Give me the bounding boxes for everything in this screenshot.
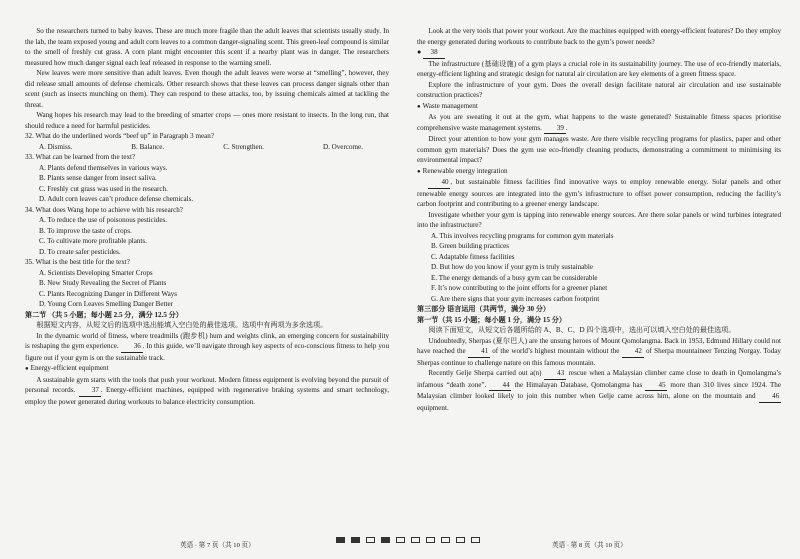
footer-page-7: 英语 · 第 7 页（共 10 页）	[180, 542, 255, 549]
choice-b: B. Green building practices	[431, 242, 510, 250]
passage-paragraph: Investigate whether your gym is tapping into renewable energy sources. Are there solar panels or wind turbines integrated into the infrastructure?	[417, 210, 781, 229]
option: D. Young Corn Leaves Smelling Danger Better	[39, 300, 173, 308]
gap-paragraph: As you are sweating it out at the gym, what happens to the waste generated? Sustainable fitness spaces prioritise comprehensive waste management systems. 39 .	[417, 112, 781, 134]
section-2-title: 第二节 （共 5 小题；每小题 2.5 分，满分 12.5 分）	[25, 310, 183, 319]
page-marker	[471, 537, 480, 543]
choice-e: E. The energy demands of a busy gym can be considerable	[431, 273, 598, 282]
choice-c: C. Adaptable fitness facilities	[431, 252, 515, 261]
page-marker	[396, 537, 405, 543]
blank-42: 42	[622, 346, 644, 358]
choice-g: G. Are there signs that your gym increases carbon footprint	[431, 294, 600, 303]
question-34: 34. What does Wang hope to achieve with his research?	[25, 205, 183, 214]
blank-44: 44	[489, 380, 511, 392]
section-1-instructions: 阅读下面短文，从短文后各题所给的 A、B、C、D 四个选项中，选出可以填入空白处的最佳选项。	[428, 326, 736, 334]
heading-waste-management: ● Waste management	[417, 101, 781, 113]
option: A. Scientists Developing Smarter Crops	[39, 268, 153, 277]
option: D. Adult corn leaves can’t produce defense chemicals.	[39, 195, 194, 203]
passage-paragraph: Look at the very tools that power your workout. Are the machines equipped with energy-efficient features? Do they employ the energy generated during workouts to contribute back to the gym’s power needs?	[417, 27, 781, 46]
page-indicator	[336, 537, 480, 543]
page-marker	[456, 537, 465, 543]
page-7	[25, 26, 389, 407]
option: D. Overcome.	[322, 142, 363, 151]
option: C. Freshly cut grass was used in the research.	[39, 184, 168, 193]
option: A. To reduce the use of poisonous pesticides.	[39, 216, 168, 224]
blank-39: 39	[544, 123, 566, 135]
footer-page-8: 英语 · 第 8 页（共 10 页）	[552, 542, 627, 549]
option: C. Plants Recognizing Danger in Different Ways	[39, 289, 178, 298]
cloze-paragraph: Undoubtedly, Sherpas (夏尔巴人) are the unsung heroes of Mount Qomolangma. Back in 1953, Edmund Hillary could not have reached the 41 of the world’s highest mountain without the 42 of Sherpa mountaineer Tenzing Norgay. Today Sherpas continue to challenge nature on this famous mountain.	[417, 336, 781, 367]
option: C. To cultivate more profitable plants.	[39, 237, 147, 245]
page-marker	[336, 537, 345, 543]
cloze-paragraph: Recently Gelje Sherpa carried out a(n) 43 rescue when a Malaysian climber came close to death in Qomolangma’s infamous “death zone”. 44 the Himalayan Database, Qomolangma has 45 more than 310 lives since 1924. The Malaysian climber looked likely to join this number when Gelje came across him, alone on the mountain and 46 equipment.	[417, 369, 782, 412]
heading-energy-equipment: ● Energy-efficient equipment	[25, 363, 389, 375]
option: C. Strengthen.	[223, 142, 264, 151]
blank-43: 43	[544, 368, 566, 380]
blank-36: 36	[121, 341, 143, 353]
page-marker	[411, 537, 420, 543]
option: B. To improve the taste of crops.	[39, 226, 132, 235]
option: A. Dismiss.	[39, 142, 73, 151]
section-2-instructions: 根据短文内容，从短文后的选项中选出能填入空白处的最佳选项。选项中有两项为多余选项。	[36, 321, 328, 329]
passage-paragraph: Wang hopes his research may lead to the breeding of smarter crops — ones more resistant to insects. In the long run, that should reduce a need for harmful pesticides.	[25, 111, 389, 130]
page-marker	[441, 537, 450, 543]
blank-41: 41	[468, 346, 490, 358]
heading-renewable-energy: ● Renewable energy integration	[417, 166, 781, 178]
choice-d: D. But how do you know if your gym is truly sustainable	[431, 263, 593, 271]
question-35: 35. What is the best title for the text?	[25, 258, 130, 266]
gap-paragraph: A sustainable gym starts with the tools that push your workout. Modern fitness equipment is evolving beyond the pursuit of personal records. 37 . Energy-efficient machines, equipped with regenerative braking systems and smart technology, employ the power generated during workouts to balance electricity consumption.	[25, 375, 389, 406]
gap-line: ● 38	[417, 47, 781, 59]
choice-a: A. This involves recycling programs for common gym materials	[431, 231, 614, 240]
blank-40: 40	[428, 177, 450, 189]
option: A. Plants defend themselves in various ways.	[39, 163, 168, 172]
option: B. Plants sense danger from insect saliva.	[39, 174, 157, 182]
blank-37: 37	[79, 385, 101, 397]
part-3-title: 第三部分 语言运用（共两节，满分 30 分）	[417, 305, 551, 313]
question-32: 32. What do the underlined words “beef up” in Paragraph 3 mean?	[25, 132, 214, 140]
passage-paragraph: The infrastructure (基础设施) of a gym plays a crucial role in its sustainability journey. The use of eco-friendly materials, energy-efficient lighting and strategic design for natural air circulation are key elements of a green fitness space.	[417, 59, 781, 78]
option: B. New Study Revealing the Secret of Plants	[39, 279, 167, 287]
passage-paragraph: Explore the infrastructure of your gym. Does the overall design facilitate natural air circulation and use sustainable construction practices?	[417, 80, 781, 99]
passage-paragraph: Direct your attention to how your gym manages waste. Are there visible recycling programs for plastics, paper and other common gym materials? Does the gym use eco-friendly cleaning products, demonstrating a commitment to minimising its environmental impact?	[417, 135, 781, 164]
passage-paragraph: New leaves were more sensitive than adult leaves. Even though the adult leaves were worse at “smelling”, however, they did release small amounts of defense chemicals. Other research shows that these leaves can process danger signals other than scent (such as insects munching on them). They can respond to these attacks, too, by issuing chemicals aimed at tackling the threat.	[25, 69, 389, 109]
gap-paragraph: 40 , but sustainable fitness facilities find innovative ways to employ renewable energy. Solar panels and other renewable energy sources are integrated into the gym’s infrastructure to offset power consumption, reducing the facility’s carbon footprint and contributing to a greener energy landscape.	[417, 178, 781, 208]
page-marker	[366, 537, 375, 543]
section-1-title: 第一节（共 15 小题；每小题 1 分，满分 15 分）	[417, 315, 566, 324]
option: B. Balance.	[131, 142, 165, 151]
gap-paragraph: In the dynamic world of fitness, where treadmills (跑步机) hum and weights clink, an emerging concern for sustainability is reshaping the gym experience. 36 . In this guide, we’ll navigate through key aspects of eco-conscious fitness to help you figure out if your gym is on the sustainable track.	[25, 331, 389, 362]
page-8	[417, 26, 781, 413]
blank-46: 46	[759, 391, 781, 403]
passage-paragraph: So the researchers turned to baby leaves. These are much more fragile than the adult leaves that scientists usually study. In the lab, the team exposed young and adult corn leaves to a common danger-signaling scent. This green-leaf compound is similar to the smell of freshly cut grass. A corn plant might encounter this scent if a nearby plant was in danger. The researchers measured how much danger signal each leaf released in response to the warning smell.	[25, 27, 389, 67]
choice-f: F. It’s now contributing to the joint efforts for a greener planet	[431, 284, 608, 292]
blank-38: 38	[423, 47, 445, 59]
blank-45: 45	[645, 380, 667, 392]
page-marker	[426, 537, 435, 543]
question-32-options	[25, 142, 389, 153]
page-marker	[351, 537, 360, 543]
question-33: 33. What can be learned from the text?	[25, 153, 136, 161]
option: D. To create safer pesticides.	[39, 247, 121, 256]
page-marker	[381, 537, 390, 543]
